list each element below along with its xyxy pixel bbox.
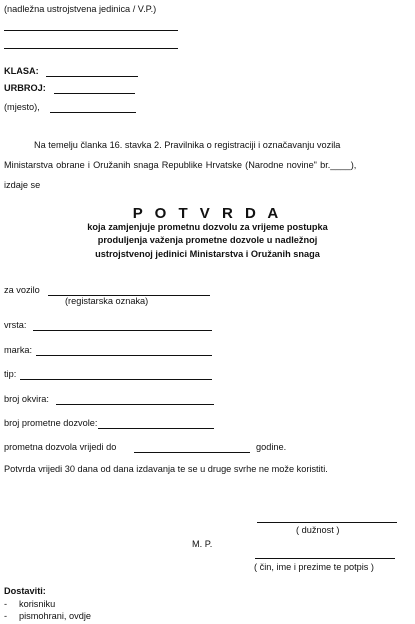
title-subline-3: ustrojstvenoj jedinici Ministarstva i Oružanih snaga [95,249,320,259]
type-field[interactable] [33,330,212,331]
title-subline-1: koja zamjenjuje prometnu dozvolu za vrijeme postupka [87,222,328,232]
intro-line-1: Na temelju članka 16. stavka 2. Pravilnika o registraciji i označavanju vozila [34,140,341,150]
delivery-heading: Dostaviti: [4,586,46,596]
permit-number-field[interactable] [98,428,214,429]
signer-line[interactable] [255,558,395,559]
klasa-label: KLASA: [4,66,39,76]
brand-field[interactable] [36,355,212,356]
urbroj-label: URBROJ: [4,83,46,93]
issuing-unit-caption: (nadležna ustrojstvena jedinica / V.P.) [4,4,157,14]
valid-until-field[interactable] [134,452,250,453]
place-label: (mjesto), [4,102,40,112]
vehicle-label: za vozilo [4,285,40,295]
model-field[interactable] [20,379,212,380]
delivery-item: pismohrani, ovdje [19,611,92,621]
place-date-field[interactable] [50,112,136,113]
frame-number-field[interactable] [56,404,214,405]
title-subline-2: produljenja važenja prometne dozvole u nadležnoj [97,235,318,245]
validity-note: Potvrda vrijedi 30 dana od dana izdavanja te se u druge svrhe ne može koristiti. [4,464,328,474]
stamp-placeholder: M. P. [192,539,213,549]
intro-line-2: Ministarstva obrane i Oružanih snaga Republike Hrvatske (Narodne novine" br.____), [4,160,357,170]
brand-label: marka: [4,345,33,355]
model-label: tip: [4,369,17,379]
permit-number-label: broj prometne dozvole: [4,418,98,428]
delivery-bullet-1: - [4,599,8,609]
issuing-unit-line-1[interactable] [4,30,178,31]
delivery-bullet-2: - [4,611,8,621]
klasa-field[interactable] [46,76,138,77]
year-suffix: godine. [256,442,287,452]
duty-line[interactable] [257,522,397,523]
type-label: vrsta: [4,320,27,330]
duty-caption: ( dužnost ) [296,525,340,535]
valid-until-label: prometna dozvola vrijedi do [4,442,117,452]
frame-number-label: broj okvira: [4,394,49,404]
issuing-unit-line-2[interactable] [4,48,178,49]
signer-caption: ( čin, ime i prezime te potpis ) [254,562,374,572]
registration-mark-caption: (registarska oznaka) [65,296,149,306]
urbroj-field[interactable] [54,93,135,94]
delivery-item: korisniku [19,599,56,609]
intro-line-3: izdaje se [4,180,41,190]
document-title: P O T V R D A [132,205,283,222]
